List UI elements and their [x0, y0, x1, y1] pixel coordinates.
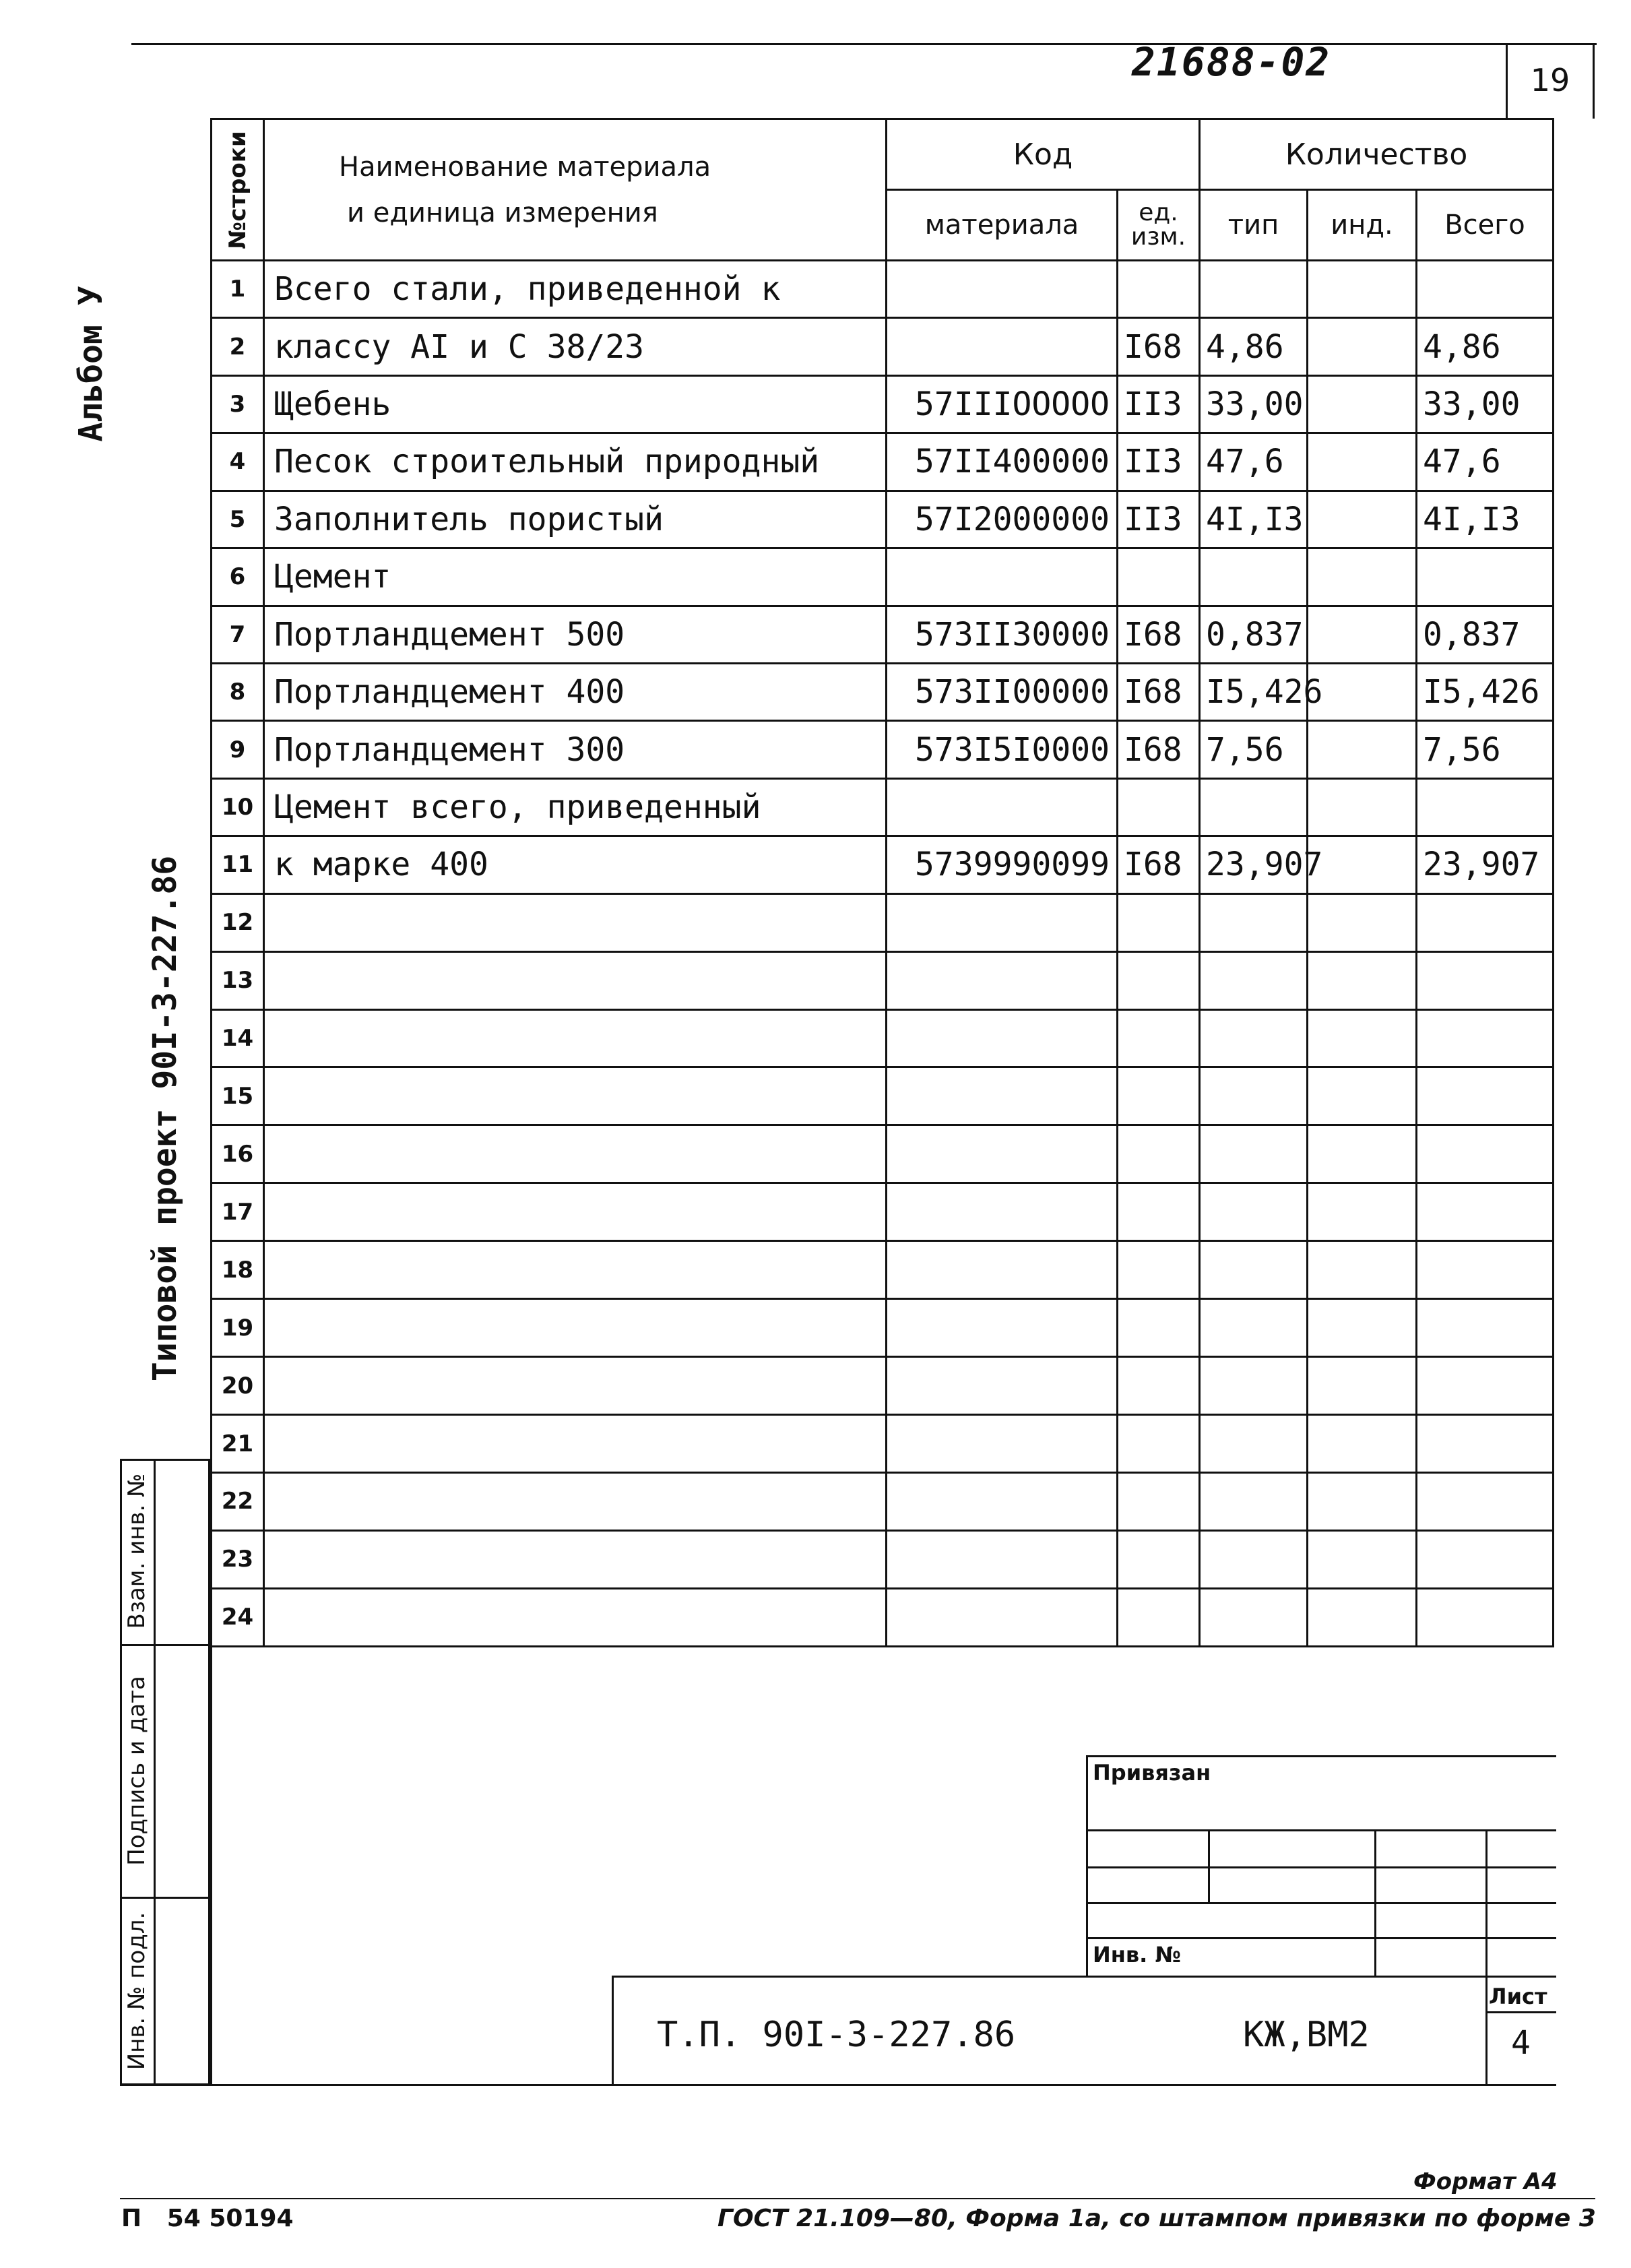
unit-code-cell	[1118, 778, 1200, 836]
qty-ind-cell	[1308, 1415, 1417, 1473]
list-value: 4	[1511, 2024, 1531, 2062]
col-row-number-header: №строки	[212, 119, 264, 261]
material-code-cell	[887, 778, 1118, 836]
qty-tip-cell: 4I,I3	[1200, 491, 1308, 548]
col-qty-tip-header: тип	[1200, 190, 1308, 261]
qty-total-cell: 47,6	[1417, 433, 1554, 491]
page-number: 19	[1530, 62, 1570, 98]
document-number: 21688-02	[1132, 39, 1331, 85]
material-spec-table	[210, 118, 1554, 1647]
material-name-cell: Портландцемент 400	[264, 663, 887, 720]
qty-ind-cell	[1308, 1067, 1417, 1125]
podpis-data-label: Подпись и дата	[123, 1676, 150, 1866]
privyazan-col-line-1	[1208, 1829, 1210, 1903]
table-row	[212, 1299, 1554, 1357]
qty-tip-cell	[1200, 1241, 1308, 1299]
material-name-cell: Щебень	[264, 375, 887, 433]
qty-ind-cell	[1308, 778, 1417, 836]
row-number-cell: 23	[212, 1530, 264, 1588]
row-number-cell: 4	[212, 433, 264, 491]
qty-tip-cell: 33,00	[1200, 375, 1308, 433]
unit-code-cell	[1118, 1588, 1200, 1646]
material-name-cell: Портландцемент 300	[264, 721, 887, 778]
table-row	[212, 1183, 1554, 1241]
qty-tip-cell: 0,837	[1200, 606, 1308, 663]
material-code-cell	[887, 1183, 1118, 1241]
footer-gost: ГОСТ 21.109—80, Форма 1а, со штампом привязки по форме 3	[717, 2205, 1596, 2232]
material-code-cell: 573I5I0000	[887, 721, 1118, 778]
unit-code-cell	[1118, 1183, 1200, 1241]
qty-tip-cell	[1200, 1357, 1308, 1415]
qty-total-cell: 7,56	[1417, 721, 1554, 778]
qty-ind-cell	[1308, 1357, 1417, 1415]
qty-total-cell	[1417, 1125, 1554, 1183]
qty-tip-cell	[1200, 1067, 1308, 1125]
row-number-cell: 5	[212, 491, 264, 548]
unit-code-cell	[1118, 1009, 1200, 1067]
row-number-cell: 8	[212, 663, 264, 720]
unit-code-cell: I68	[1118, 606, 1200, 663]
row-number-cell: 21	[212, 1415, 264, 1473]
unit-code-cell: II3	[1118, 491, 1200, 548]
qty-total-cell	[1417, 1588, 1554, 1646]
inv-no-label: Инв. №	[1093, 1942, 1181, 1967]
qty-tip-cell	[1200, 1183, 1308, 1241]
qty-ind-cell	[1308, 893, 1417, 951]
qty-total-cell: 4,86	[1417, 318, 1554, 375]
material-code-cell	[887, 1530, 1118, 1588]
unit-code-cell	[1118, 951, 1200, 1009]
qty-tip-cell	[1200, 1009, 1308, 1067]
qty-total-cell	[1417, 951, 1554, 1009]
material-code-cell	[887, 1588, 1118, 1646]
material-code-cell	[887, 1415, 1118, 1473]
unit-code-cell	[1118, 1357, 1200, 1415]
row-number-cell: 3	[212, 375, 264, 433]
qty-total-cell	[1417, 1009, 1554, 1067]
qty-total-cell	[1417, 1473, 1554, 1531]
table-row	[212, 606, 1554, 663]
qty-ind-cell	[1308, 548, 1417, 606]
qty-ind-cell	[1308, 1530, 1417, 1588]
qty-tip-cell: I5,426	[1200, 663, 1308, 720]
qty-ind-cell	[1308, 663, 1417, 720]
privyazan-label: Привязан	[1093, 1760, 1211, 1786]
material-code-cell: 57II400000	[887, 433, 1118, 491]
material-code-cell	[887, 1125, 1118, 1183]
row-number-cell: 18	[212, 1241, 264, 1299]
qty-ind-cell	[1308, 1241, 1417, 1299]
section-code: КЖ,ВМ2	[1243, 2015, 1370, 2055]
qty-ind-cell	[1308, 433, 1417, 491]
qty-tip-cell	[1200, 1299, 1308, 1357]
material-name-cell	[264, 893, 887, 951]
material-code-cell	[887, 1009, 1118, 1067]
row-number-cell: 16	[212, 1125, 264, 1183]
album-label: Альбом У	[72, 286, 110, 442]
material-name-cell	[264, 1357, 887, 1415]
project-label: Типовой проект 90I-3-227.86	[146, 855, 184, 1382]
unit-code-cell: I68	[1118, 318, 1200, 375]
material-code-cell	[887, 951, 1118, 1009]
col-qty-total-header: Всего	[1417, 190, 1554, 261]
qty-tip-cell: 4,86	[1200, 318, 1308, 375]
row-number-cell: 9	[212, 721, 264, 778]
col-code-unit-header: ед. изм.	[1118, 190, 1200, 261]
list-divider-horizontal	[1485, 2011, 1556, 2013]
material-code-cell: 57IIIOOOOO	[887, 375, 1118, 433]
table-row	[212, 721, 1554, 778]
table-row	[212, 951, 1554, 1009]
inv-podl-label: Инв. № подл.	[123, 1912, 150, 2071]
table-row	[212, 1473, 1554, 1531]
qty-total-cell: 0,837	[1417, 606, 1554, 663]
table-row	[212, 1067, 1554, 1125]
material-name-cell	[264, 1009, 887, 1067]
unit-code-cell: II3	[1118, 375, 1200, 433]
material-name-cell: Цемент всего, приведенный	[264, 778, 887, 836]
material-code-cell: 573II00000	[887, 663, 1118, 720]
qty-total-cell	[1417, 1299, 1554, 1357]
qty-total-cell	[1417, 1067, 1554, 1125]
qty-tip-cell: 7,56	[1200, 721, 1308, 778]
table-row	[212, 1588, 1554, 1646]
vzam-inv-label: Взам. инв. №	[123, 1473, 150, 1629]
material-name-cell: Заполнитель пористый	[264, 491, 887, 548]
qty-total-cell	[1417, 261, 1554, 318]
table-row	[212, 1357, 1554, 1415]
material-code-cell	[887, 1067, 1118, 1125]
material-code-cell	[887, 893, 1118, 951]
qty-tip-cell	[1200, 1415, 1308, 1473]
material-code-cell	[887, 548, 1118, 606]
qty-ind-cell	[1308, 1125, 1417, 1183]
qty-total-cell: 33,00	[1417, 375, 1554, 433]
table-row	[212, 1009, 1554, 1067]
material-code-cell: 57I2000000	[887, 491, 1118, 548]
qty-total-cell	[1417, 548, 1554, 606]
qty-tip-cell	[1200, 548, 1308, 606]
material-code-cell: 5739990099	[887, 836, 1118, 893]
row-number-cell: 12	[212, 893, 264, 951]
row-number-cell: 7	[212, 606, 264, 663]
unit-code-cell	[1118, 548, 1200, 606]
material-name-cell	[264, 1299, 887, 1357]
table-row	[212, 663, 1554, 720]
row-number-cell: 13	[212, 951, 264, 1009]
table-row	[212, 1241, 1554, 1299]
privyazan-col-line-3	[1485, 1829, 1488, 1978]
unit-code-cell	[1118, 893, 1200, 951]
qty-tip-cell: 47,6	[1200, 433, 1308, 491]
format-label: Формат А4	[1413, 2168, 1558, 2195]
material-name-cell: Песок строительный природный	[264, 433, 887, 491]
material-name-cell	[264, 1473, 887, 1531]
material-code-cell	[887, 1299, 1118, 1357]
qty-tip-cell	[1200, 1125, 1308, 1183]
qty-total-cell	[1417, 1530, 1554, 1588]
qty-tip-cell	[1200, 261, 1308, 318]
unit-code-cell	[1118, 261, 1200, 318]
table-row	[212, 1125, 1554, 1183]
row-number-cell: 1	[212, 261, 264, 318]
material-name-cell	[264, 951, 887, 1009]
table-row	[212, 375, 1554, 433]
table-row	[212, 433, 1554, 491]
qty-ind-cell	[1308, 1183, 1417, 1241]
col-code-material-header: материала	[887, 190, 1118, 261]
col-code-header: Код	[887, 119, 1200, 190]
qty-ind-cell	[1308, 1473, 1417, 1531]
row-number-cell: 2	[212, 318, 264, 375]
qty-ind-cell	[1308, 1009, 1417, 1067]
qty-total-cell: 23,907	[1417, 836, 1554, 893]
unit-code-cell: I68	[1118, 836, 1200, 893]
unit-code-cell	[1118, 1530, 1200, 1588]
material-code-cell: 573II30000	[887, 606, 1118, 663]
qty-tip-cell	[1200, 1588, 1308, 1646]
qty-ind-cell	[1308, 261, 1417, 318]
unit-code-cell: II3	[1118, 433, 1200, 491]
qty-tip-cell	[1200, 778, 1308, 836]
unit-code-cell	[1118, 1067, 1200, 1125]
qty-total-cell: I5,426	[1417, 663, 1554, 720]
privyazan-col-line-2	[1374, 1829, 1376, 1978]
qty-total-cell	[1417, 1415, 1554, 1473]
material-name-cell: к марке 400	[264, 836, 887, 893]
side-stamp-divider-vertical	[154, 1459, 156, 2085]
material-name-cell	[264, 1241, 887, 1299]
material-code-cell	[887, 1241, 1118, 1299]
unit-code-cell	[1118, 1415, 1200, 1473]
material-name-cell: Портландцемент 500	[264, 606, 887, 663]
row-number-cell: 11	[212, 836, 264, 893]
material-code-cell	[887, 261, 1118, 318]
material-name-cell	[264, 1125, 887, 1183]
qty-total-cell	[1417, 1357, 1554, 1415]
table-row	[212, 836, 1554, 893]
footer-left-code: П 54 50194	[121, 2205, 294, 2232]
qty-ind-cell	[1308, 375, 1417, 433]
material-name-cell	[264, 1067, 887, 1125]
list-label: Лист	[1489, 1984, 1547, 2009]
qty-total-cell	[1417, 778, 1554, 836]
material-code-cell	[887, 1357, 1118, 1415]
unit-code-cell	[1118, 1241, 1200, 1299]
unit-code-cell	[1118, 1299, 1200, 1357]
qty-tip-cell	[1200, 1530, 1308, 1588]
table-row	[212, 491, 1554, 548]
table-row	[212, 261, 1554, 318]
material-name-cell	[264, 1588, 887, 1646]
col-qty-ind-header: инд.	[1308, 190, 1417, 261]
unit-code-cell	[1118, 1473, 1200, 1531]
col-name-header: Наименование материала и единица измерения	[264, 119, 887, 261]
row-number-cell: 15	[212, 1067, 264, 1125]
table-row	[212, 548, 1554, 606]
footer-rule	[120, 2198, 1595, 2199]
material-name-cell: Всего стали, приведенной к	[264, 261, 887, 318]
qty-tip-cell: 23,907	[1200, 836, 1308, 893]
qty-ind-cell	[1308, 836, 1417, 893]
col-qty-header: Количество	[1200, 119, 1554, 190]
unit-code-cell	[1118, 1125, 1200, 1183]
table-row	[212, 778, 1554, 836]
qty-total-cell: 4I,I3	[1417, 491, 1554, 548]
row-number-cell: 14	[212, 1009, 264, 1067]
table-row	[212, 893, 1554, 951]
table-row	[212, 1530, 1554, 1588]
row-number-cell: 19	[212, 1299, 264, 1357]
qty-tip-cell	[1200, 1473, 1308, 1531]
unit-code-cell: I68	[1118, 721, 1200, 778]
project-code: Т.П. 90I-3-227.86	[657, 2015, 1016, 2055]
unit-code-cell: I68	[1118, 663, 1200, 720]
material-code-cell	[887, 318, 1118, 375]
material-name-cell	[264, 1183, 887, 1241]
qty-tip-cell	[1200, 951, 1308, 1009]
material-code-cell	[887, 1473, 1118, 1531]
table-row	[212, 1415, 1554, 1473]
row-number-cell: 20	[212, 1357, 264, 1415]
material-name-cell	[264, 1530, 887, 1588]
qty-ind-cell	[1308, 951, 1417, 1009]
material-name-cell: классу АI и С 38/23	[264, 318, 887, 375]
qty-ind-cell	[1308, 1588, 1417, 1646]
material-name-cell: Цемент	[264, 548, 887, 606]
qty-ind-cell	[1308, 606, 1417, 663]
qty-ind-cell	[1308, 318, 1417, 375]
row-number-cell: 22	[212, 1473, 264, 1531]
qty-total-cell	[1417, 1241, 1554, 1299]
qty-ind-cell	[1308, 1299, 1417, 1357]
qty-tip-cell	[1200, 893, 1308, 951]
qty-total-cell	[1417, 893, 1554, 951]
qty-ind-cell	[1308, 491, 1417, 548]
top-rule	[131, 43, 1597, 45]
row-number-cell: 6	[212, 548, 264, 606]
row-number-cell: 17	[212, 1183, 264, 1241]
material-name-cell	[264, 1415, 887, 1473]
row-number-cell: 24	[212, 1588, 264, 1646]
qty-total-cell	[1417, 1183, 1554, 1241]
row-number-cell: 10	[212, 778, 264, 836]
table-row	[212, 318, 1554, 375]
qty-ind-cell	[1308, 721, 1417, 778]
